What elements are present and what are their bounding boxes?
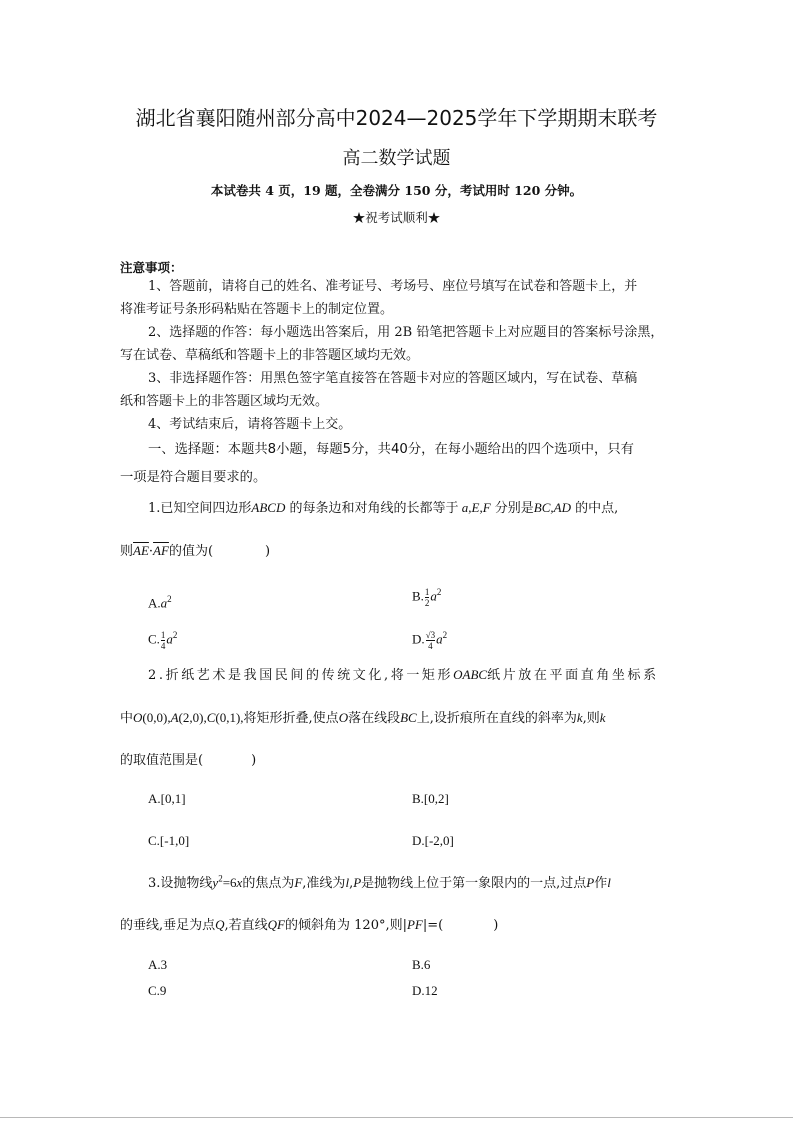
exam-info: 本试卷共 4 页，19 题，全卷满分 150 分，考试用时 120 分钟。 <box>210 183 583 198</box>
exam-subtitle: 高二数学试题 <box>342 148 451 169</box>
question-1-line2: 则$\overline{AE}\cdot\overline{AF}$的值为( ) <box>120 543 271 559</box>
q1-option-b: B. $\frac{1}{2}$ $a^2$ <box>412 587 442 608</box>
q1-option-a: $A.a^2$ <box>148 594 172 611</box>
notice-item-3b: 纸和答题卡上的非答题区域均无效。 <box>120 394 329 409</box>
q3-option-a: A.3 <box>148 957 168 972</box>
section-heading-line1: 一、选择题：本题共8小题，每题5分，共40分，在每小题给出的四个选项中，只有 <box>148 442 634 457</box>
notice-heading: 注意事项： <box>120 260 183 275</box>
q2-option-b: B.[0,2] <box>412 791 449 806</box>
q3-option-b: B.6 <box>412 957 431 972</box>
exam-title: 湖北省襄阳随州部分高中2024—2025学年下学期期末联考 <box>135 106 658 130</box>
question-2-line1: 2.折纸艺术是我国民间的传统文化,将一矩形OABC纸片放在平面直角坐标系 <box>148 667 659 683</box>
notice-item-3a: 3、非选择题作答：用黑色签字笔直接答在答题卡对应的答题区域内，写在试卷、草稿 <box>148 371 638 386</box>
exam-wish: ★祝考试顺利★ <box>352 210 441 225</box>
notice-item-4: 4、考试结束后，请将答题卡上交。 <box>148 417 352 432</box>
vector-af: $\overline{AF}$ <box>153 543 169 558</box>
notice-item-1b: 将准考证号条形码粘贴在答题卡上的制定位置。 <box>120 302 394 317</box>
question-3-line2: 的垂线,垂足为点Q,若直线QF的倾斜角为 120°,则|PF|=( ) <box>120 917 499 933</box>
question-1-line1: 1.已知空间四边形ABCD 的每条边和对角线的长都等于 a,E,F 分别是BC,AD 的中点, <box>148 500 619 516</box>
question-2-line3: 的取值范围是( ) <box>120 753 257 768</box>
q2-option-d: D.[-2,0] <box>412 833 454 848</box>
q1-option-d: D. $\frac{√3}{4}$ $a^2$ <box>412 630 448 651</box>
question-2-line2: 中O(0,0),A(2,0),C(0,1),将矩形折叠,使点O落在线段BC上,设折痕所在直线的斜率为k,则k <box>120 710 606 726</box>
notice-item-2a: 2、选择题的作答：每小题选出答案后，用 2B 铅笔把答题卡上对应题目的答案标号涂黑， <box>148 325 664 340</box>
section-heading-line2: 一项是符合题目要求的。 <box>120 470 267 485</box>
page-bottom-rule <box>0 1117 793 1118</box>
q2-option-a: A.[0,1] <box>148 791 186 806</box>
q2-option-c: C.[-1,0] <box>148 833 190 848</box>
notice-item-2b: 写在试卷、草稿纸和答题卡上的非答题区域均无效。 <box>120 348 420 363</box>
q1-option-c: C. $\frac{1}{4}$ $a^2$ <box>148 630 178 651</box>
vector-ae: $\overline{AE}$ <box>133 543 149 558</box>
notice-item-1a: 1、答题前，请将自己的姓名、准考证号、考场号、座位号填写在试卷和答题卡上，并 <box>148 279 638 294</box>
q3-option-c: C.9 <box>148 983 167 998</box>
question-3-line1: 3.设抛物线$y^2=6x$的焦点为F,准线为l,P是抛物线上位于第一象限内的一点,过点P作l <box>148 873 611 891</box>
question-number: 1. <box>148 501 161 516</box>
q3-option-d: D.12 <box>412 983 438 998</box>
